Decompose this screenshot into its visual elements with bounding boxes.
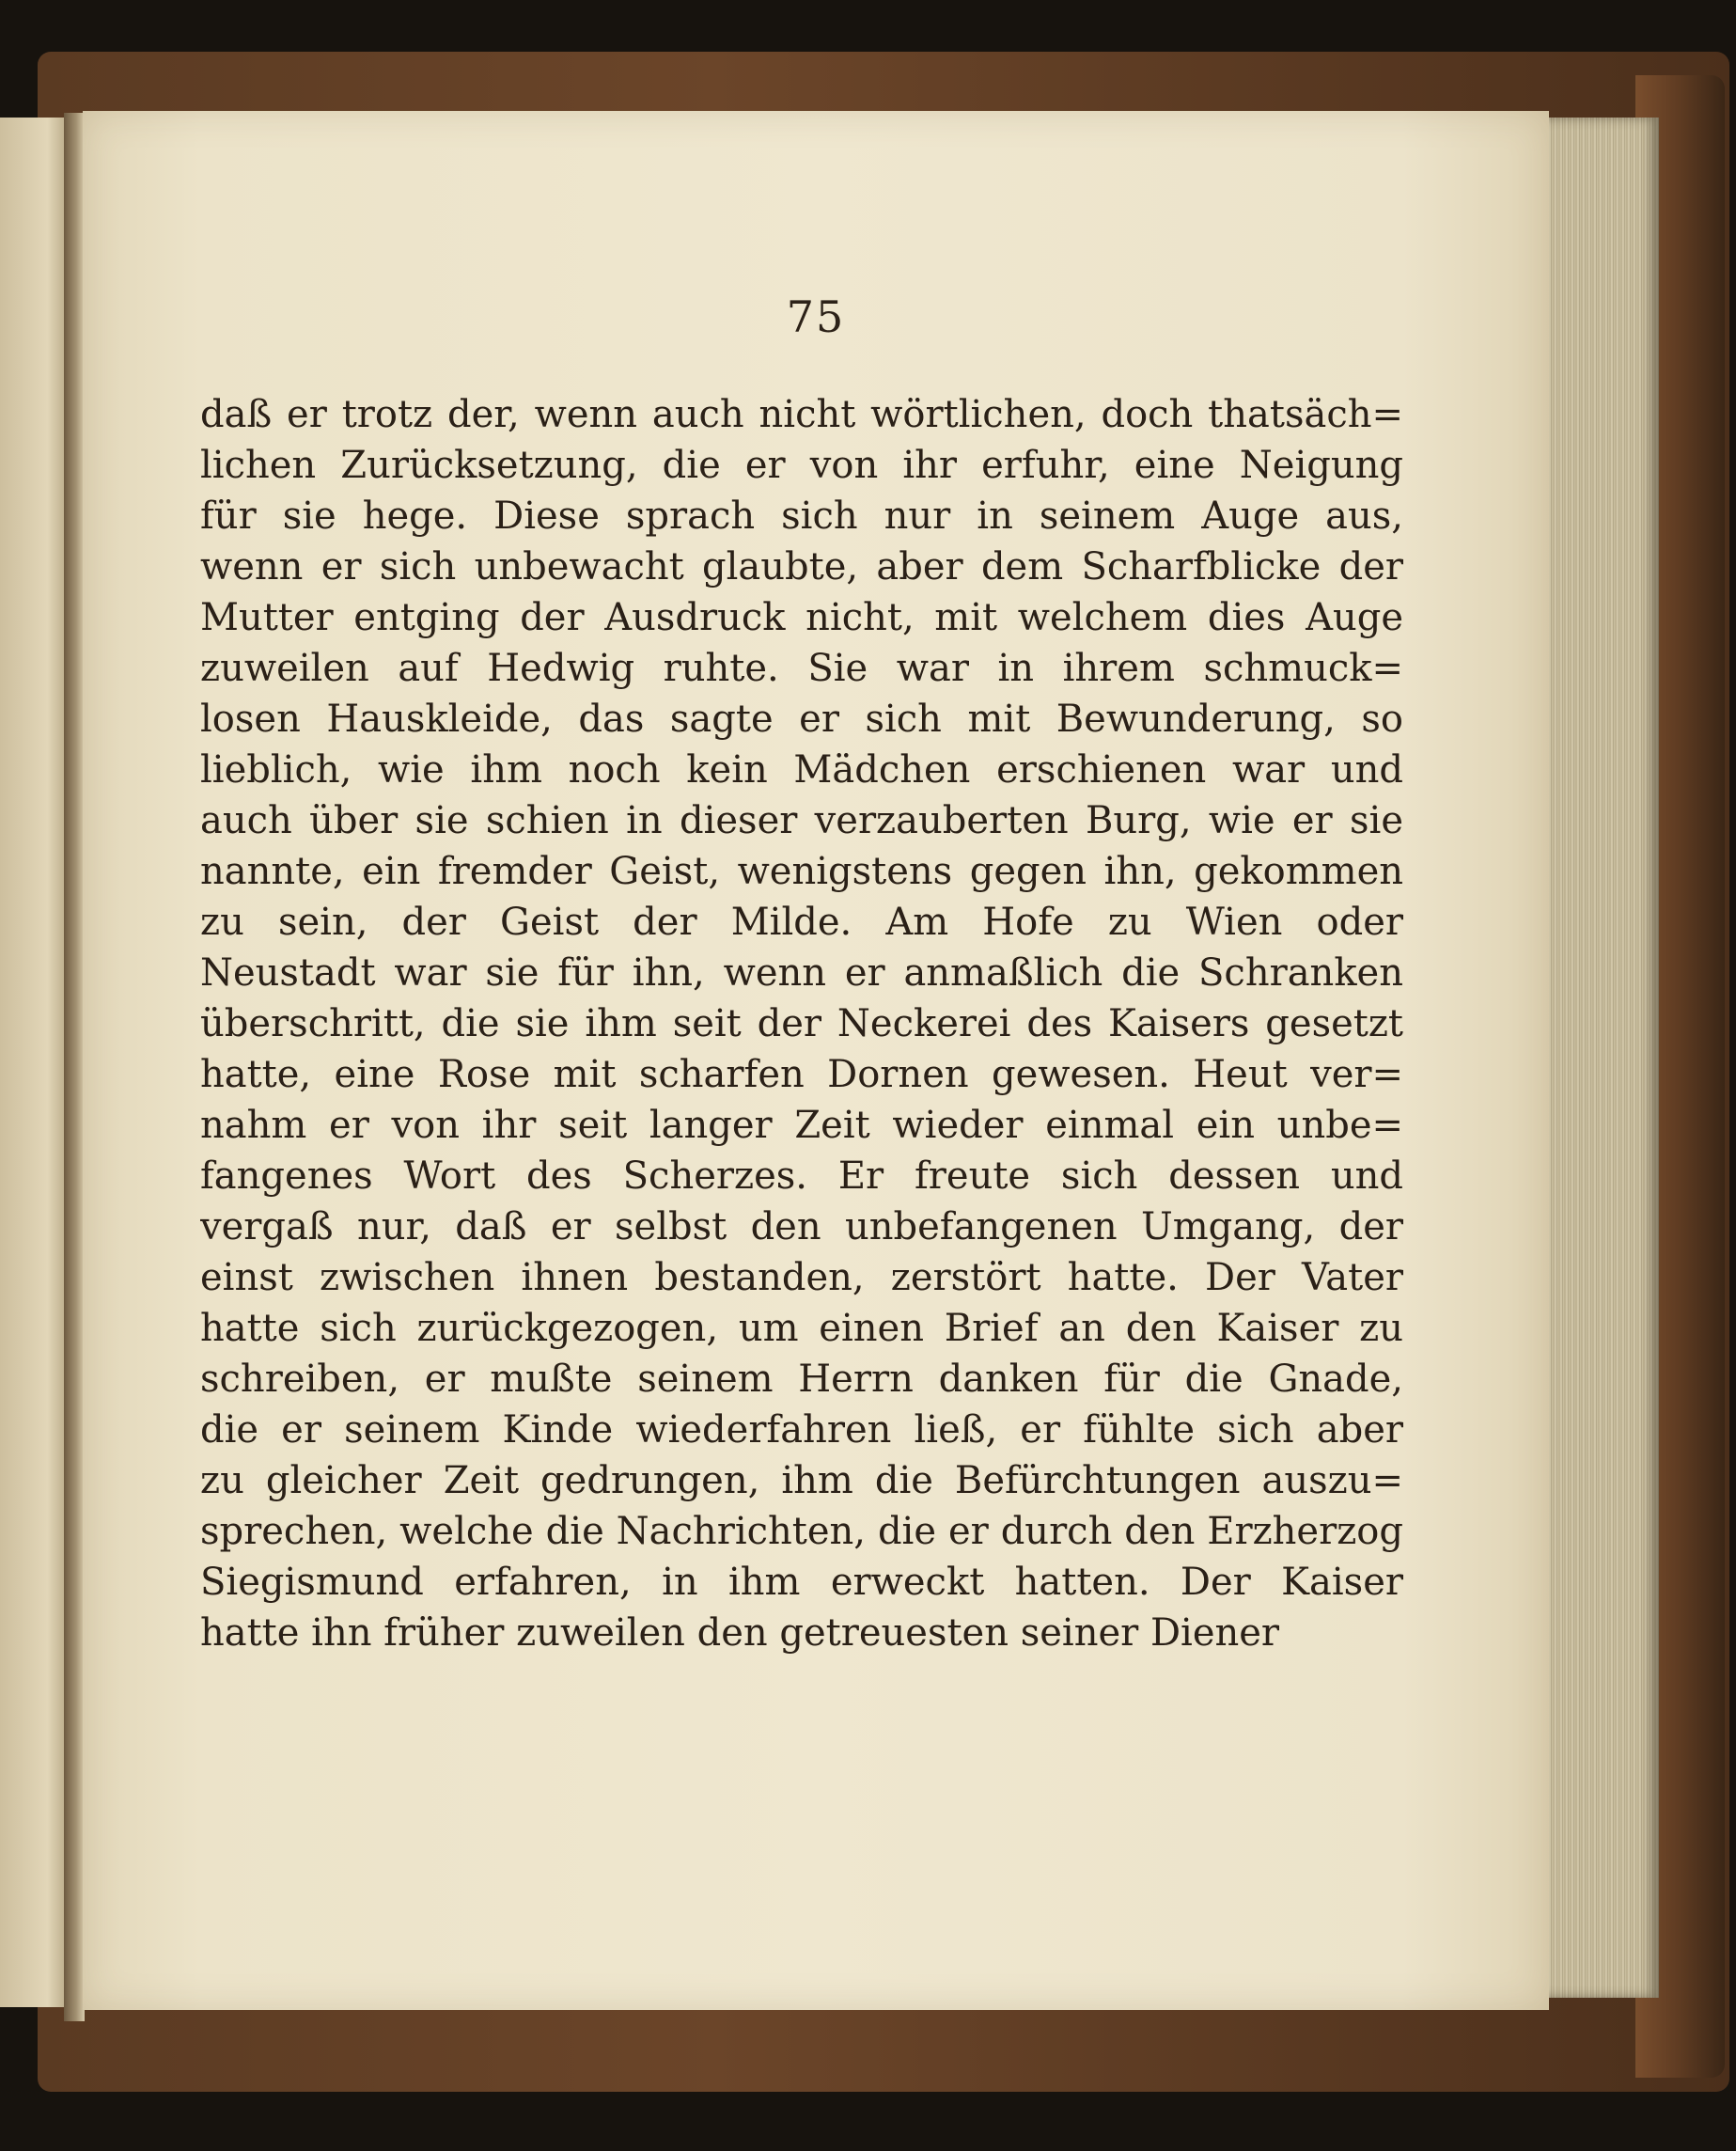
book-page	[83, 111, 1549, 2010]
text-line: zuweilen auf Hedwig ruhte. Sie war in ihrem schmuck=	[200, 647, 1403, 690]
page-stack-edge	[1546, 118, 1659, 1998]
text-line: nannte, ein fremder Geist, wenigstens gegen ihn, gekommen	[200, 850, 1403, 893]
text-line: Siegismund erfahren, in ihm erweckt hatten. Der Kaiser	[200, 1561, 1403, 1604]
text-line: einst zwischen ihnen bestanden, zerstört hatte. Der Vater	[200, 1256, 1403, 1299]
text-line: zu gleicher Zeit gedrungen, ihm die Befürchtungen auszu=	[200, 1459, 1403, 1502]
text-line: hatte sich zurückgezogen, um einen Brief an den Kaiser zu	[200, 1307, 1403, 1350]
text-line: auch über sie schien in dieser verzauberten Burg, wie er sie	[200, 799, 1403, 842]
text-line: überschritt, die sie ihm seit der Neckerei des Kaisers gesetzt	[200, 1002, 1403, 1045]
text-line: die er seinem Kinde wiederfahren ließ, er fühlte sich aber	[200, 1408, 1403, 1452]
text-line: Neustadt war sie für ihn, wenn er anmaßlich die Schranken	[200, 951, 1403, 995]
text-line: lieblich, wie ihm noch kein Mädchen erschienen war und	[200, 748, 1403, 792]
text-line: vergaß nur, daß er selbst den unbefangenen Umgang, der	[200, 1205, 1403, 1248]
text-line: fangenes Wort des Scherzes. Er freute sich dessen und	[200, 1154, 1403, 1198]
text-line: hatte ihn früher zuweilen den getreuesten seiner Diener	[200, 1611, 1280, 1655]
text-line: Mutter entging der Ausdruck nicht, mit welchem dies Auge	[200, 596, 1403, 639]
text-line: für sie hege. Diese sprach sich nur in seinem Auge aus,	[200, 495, 1403, 538]
body-text	[200, 389, 1403, 1658]
text-line: daß er trotz der, wenn auch nicht wörtlichen, doch thatsäch=	[200, 393, 1403, 436]
left-page-edge	[0, 118, 68, 2007]
text-line: hatte, eine Rose mit scharfen Dornen gewesen. Heut ver=	[200, 1053, 1403, 1096]
text-line: zu sein, der Geist der Milde. Am Hofe zu Wien oder	[200, 901, 1403, 944]
text-line: losen Hauskleide, das sagte er sich mit Bewunderung, so	[200, 698, 1403, 741]
text-line: wenn er sich unbewacht glaubte, aber dem Scharfblicke der	[200, 545, 1403, 589]
book-gutter	[64, 113, 85, 2021]
page-number: 75	[786, 291, 846, 342]
text-line: schreiben, er mußte seinem Herrn danken für die Gnade,	[200, 1358, 1403, 1401]
text-line: nahm er von ihr seit langer Zeit wieder einmal ein unbe=	[200, 1104, 1403, 1147]
text-line: lichen Zurücksetzung, die er von ihr erfuhr, eine Neigung	[200, 444, 1403, 487]
text-line: sprechen, welche die Nachrichten, die er durch den Erzherzog	[200, 1510, 1403, 1553]
